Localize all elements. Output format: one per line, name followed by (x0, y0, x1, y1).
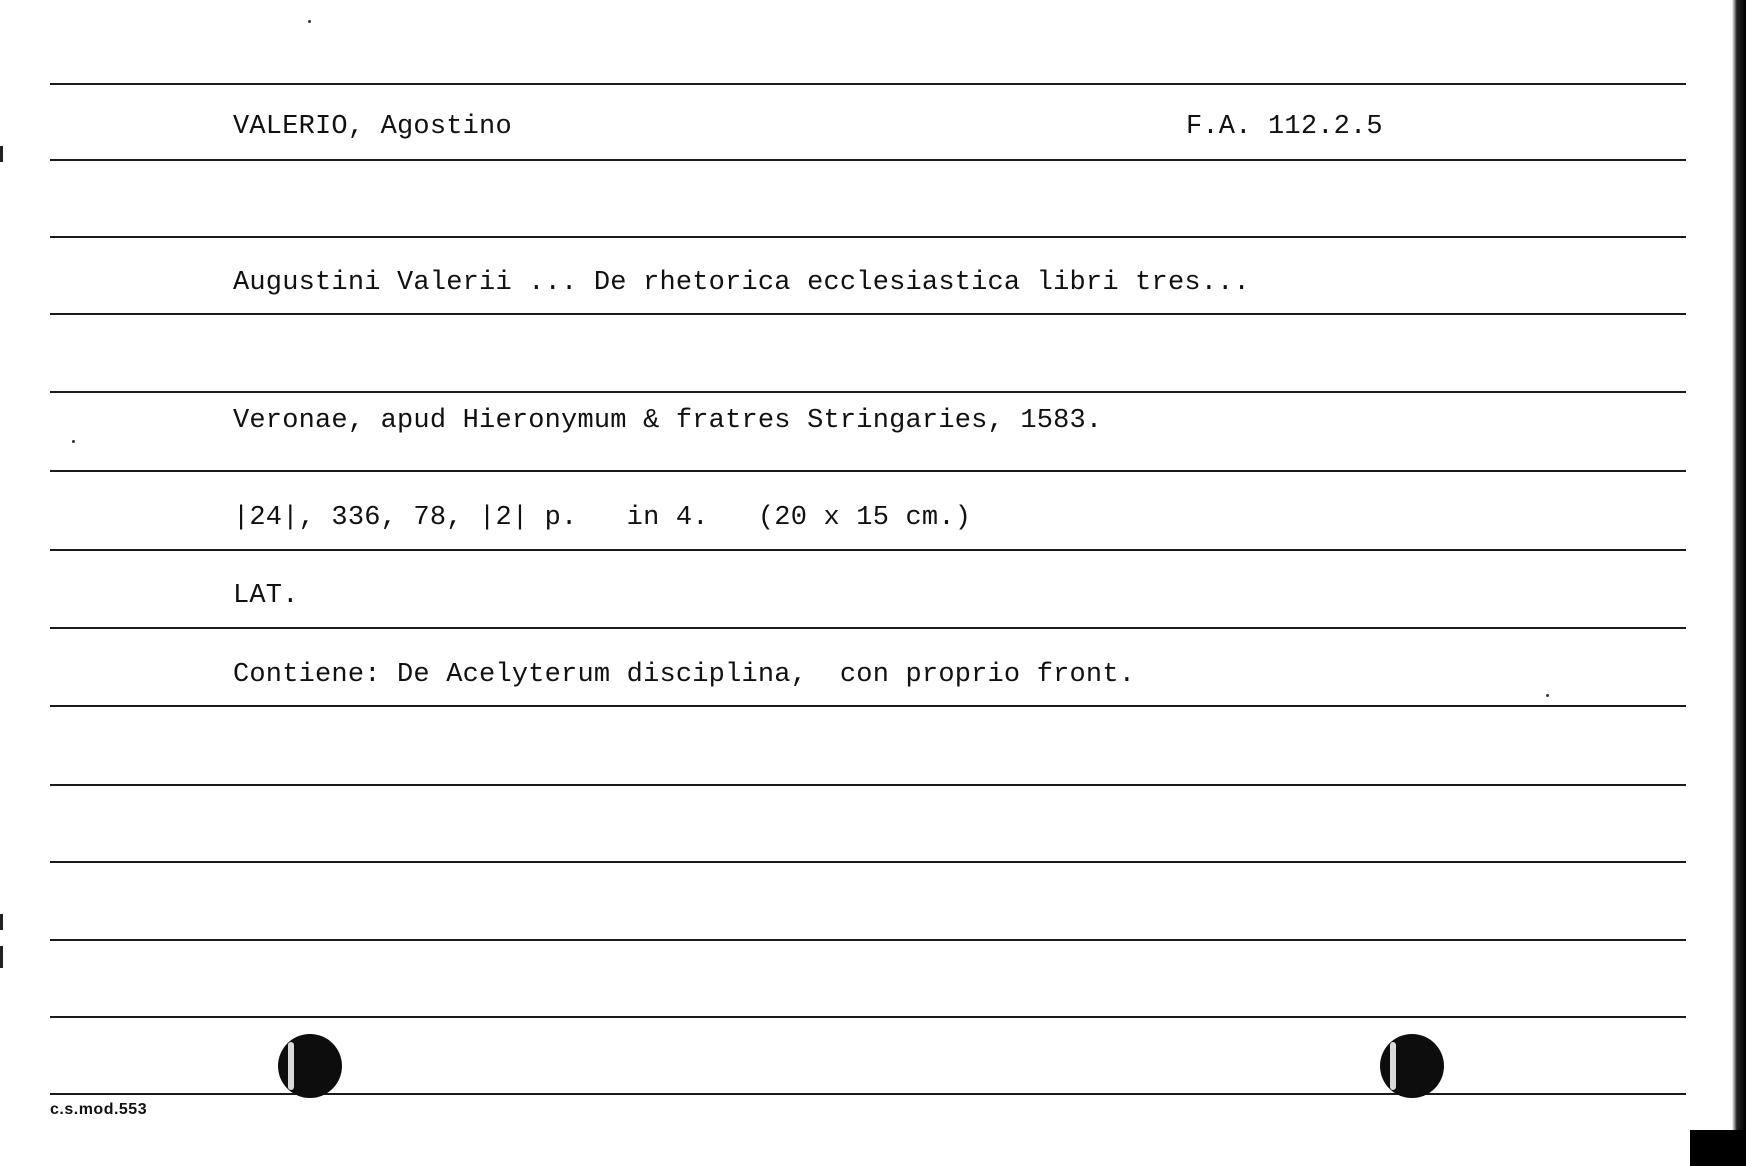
scan-edge-right (1732, 0, 1746, 1166)
contents-note: Contiene: De Acelyterum disciplina, con proprio front. (233, 660, 1136, 690)
card-rule (50, 861, 1686, 863)
imprint: Veronae, apud Hieronymum & fratres Stringaries, 1583. (233, 406, 1103, 436)
card-rule (50, 83, 1686, 85)
form-code: c.s.mod.553 (50, 1101, 148, 1118)
card-rule (50, 391, 1686, 393)
punch-hole-icon (1380, 1034, 1444, 1098)
dust-speck (72, 440, 75, 443)
card-rule (50, 159, 1686, 161)
shelfmark: F.A. 112.2.5 (1186, 112, 1383, 142)
collation: |24|, 336, 78, |2| p. in 4. (20 x 15 cm.) (233, 503, 972, 533)
scan-edge-bottom (1690, 1130, 1746, 1166)
card-rule (50, 470, 1686, 472)
punch-hole-icon (278, 1034, 342, 1098)
card-rule (50, 784, 1686, 786)
card-rule (50, 1016, 1686, 1018)
margin-mark (0, 946, 3, 968)
author-heading: VALERIO, Agostino (233, 112, 512, 142)
dust-speck (308, 20, 311, 23)
card-rule (50, 549, 1686, 551)
card-rule (50, 313, 1686, 315)
margin-mark (0, 914, 3, 930)
language-code: LAT. (233, 581, 299, 611)
dust-speck (1546, 694, 1549, 697)
card-rule (50, 939, 1686, 941)
margin-mark (0, 146, 3, 162)
card-rule (50, 236, 1686, 238)
card-rule (50, 705, 1686, 707)
card-rule (50, 627, 1686, 629)
book-title: Augustini Valerii ... De rhetorica ecclesiastica libri tres... (233, 268, 1250, 298)
